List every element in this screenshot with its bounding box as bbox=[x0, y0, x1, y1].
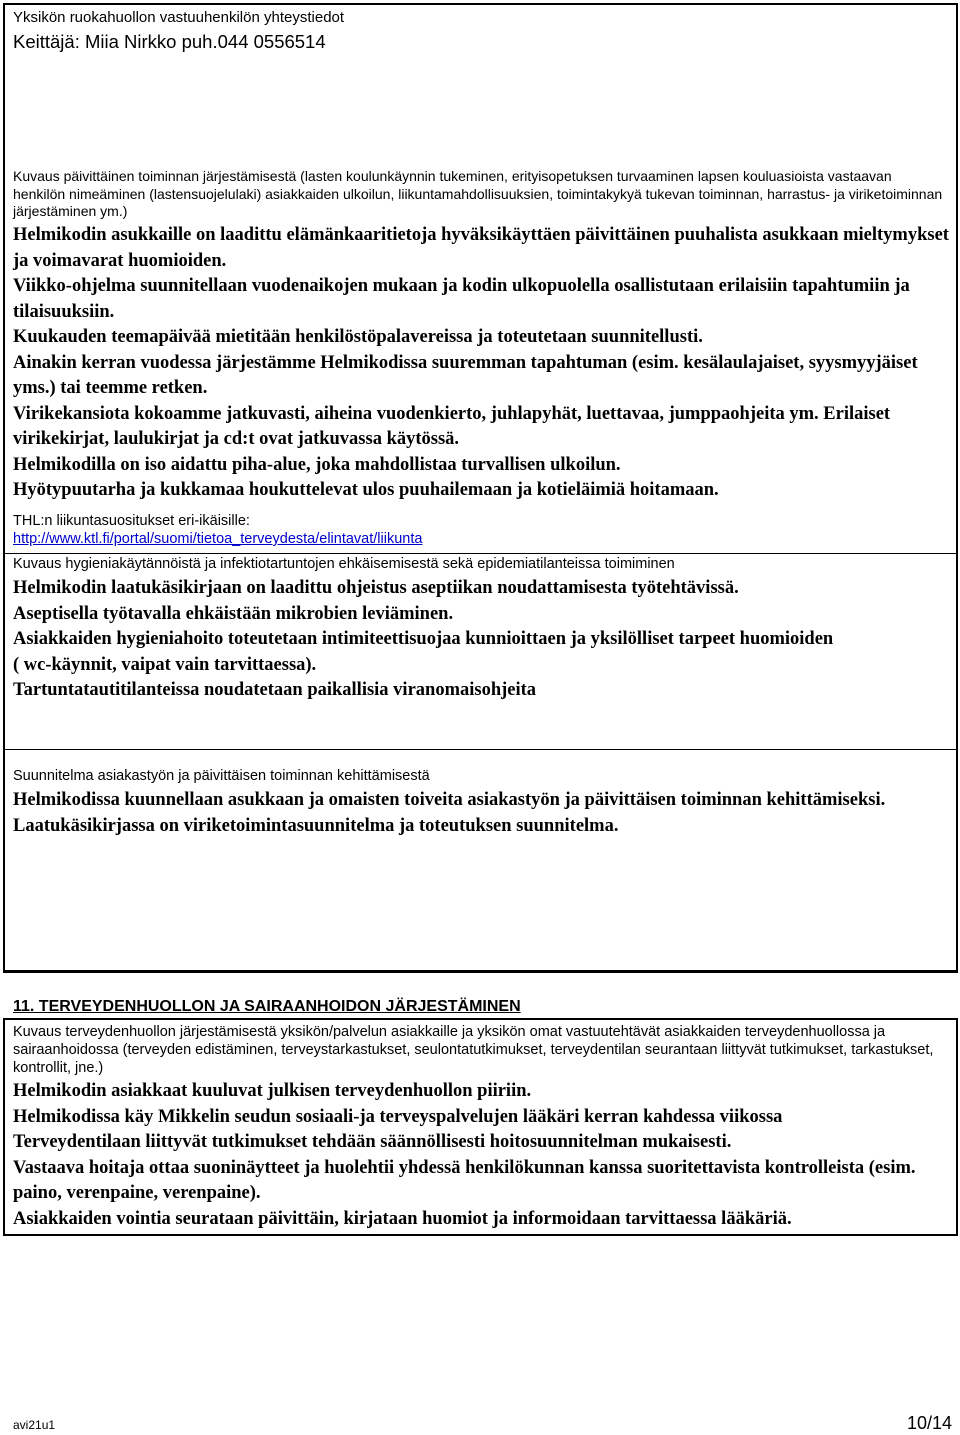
page-number: 10/14 bbox=[906, 1413, 952, 1433]
thl-label: THL:n liikuntasuositukset eri-ikäisille: bbox=[13, 513, 250, 529]
health-care-paragraph: Terveydentilaan liittyvät tutkimukset tehdään säännöllisesti hoitosuunnitelman mukaisesti. bbox=[13, 1132, 732, 1152]
divider bbox=[5, 749, 956, 750]
plan-paragraphs bbox=[13, 788, 948, 839]
doc-code: avi21u1 bbox=[13, 1418, 56, 1432]
divider bbox=[5, 553, 956, 554]
hygiene-paragraph: Asiakkaiden hygieniahoito toteutetaan intimiteettisuojaa kunnioittaen ja yksilölliset tarpeet huomioiden bbox=[13, 629, 834, 649]
plan-paragraph: Helmikodissa kuunnellaan asukkaan ja omaisten toiveita asiakastyön ja päivittäisen toiminnan kehittämiseksi. bbox=[13, 790, 886, 810]
hygiene-paragraph: ( wc-käynnit, vaipat vain tarvittaessa). bbox=[13, 654, 317, 675]
activity-paragraph: Viikko-ohjelma suunnitellaan vuodenaikojen mukaan ja kodin ulkopuolella osallistutaan erilaisiin tapahtumiin ja tilaisuuksiin. bbox=[13, 276, 910, 322]
activity-paragraph: Ainakin kerran vuodessa järjestämme Helmikodissa suuremman tapahtuman (esim. kesälaulajaiset, syysmyyjäiset yms.) tai teemme retken. bbox=[13, 352, 918, 398]
section-11-heading: 11. TERVEYDENHUOLLON JA SAIRAANHOIDON JÄRJESTÄMINEN bbox=[13, 998, 521, 1015]
activity-paragraph: Helmikodilla on iso aidattu piha-alue, joka mahdollistaa turvallisen ulkoilun. bbox=[13, 454, 621, 475]
health-care-paragraph: Helmikodissa käy Mikkelin seudun sosiaali-ja terveyspalvelujen lääkäri kerran kahdessa viikossa bbox=[13, 1106, 783, 1127]
health-care-box bbox=[3, 1018, 958, 1236]
hygiene-description: Kuvaus hygieniakäytännöistä ja infektiotartuntojen ehkäisemisestä sekä epidemiatilanteissa toimiminen bbox=[13, 556, 675, 572]
unit-info-label: Yksikön ruokahuollon vastuuhenkilön yhteystiedot bbox=[13, 9, 345, 26]
care-info-box bbox=[3, 3, 958, 973]
hygiene-paragraph: Helmikodin laatukäsikirjaan on laadittu ohjeistus aseptiikan noudattamisesta työtehtävissä. bbox=[13, 578, 739, 598]
activity-paragraph: Helmikodin asukkaille on laadittu elämänkaaritietoja hyväksikäyttäen päivittäinen puuhalista asukkaan mieltymykset ja voimavarat huomioiden. bbox=[13, 225, 949, 271]
cook-contact: Keittäjä: Miia Nirkko puh.044 0556514 bbox=[13, 31, 326, 52]
health-care-paragraph: Helmikodin asiakkaat kuuluvat julkisen terveydenhuollon piiriin. bbox=[13, 1081, 532, 1101]
health-care-paragraphs bbox=[13, 1079, 948, 1232]
activity-description: Kuvaus päivittäinen toiminnan järjestämisestä (lasten koulunkäynnin tukeminen, erityisopetuksen turvaaminen lapsen kouluasioista vastaavan henkilön nimeäminen (lastensuojelulaki) asiakkaiden ulkoilun, liikuntamahdollisuuksien, toimintakykyä tukevan toiminnan, harrastus- ja viriketoiminnan järjestäminen ym.) bbox=[13, 168, 943, 219]
plan-description: Suunnitelma asiakastyön ja päivittäisen toiminnan kehittämisestä bbox=[13, 768, 430, 784]
plan-paragraph: Laatukäsikirjassa on viriketoimintasuunnitelma ja toteutuksen suunnitelma. bbox=[13, 815, 619, 836]
activity-paragraph: Virikekansiota kokoamme jatkuvasti, aiheina vuodenkierto, juhlapyhät, luettavaa, jumppaohjeita ym. Erilaiset virikekirjat, laulukirjat ja cd:t ovat jatkuvassa käytössä. bbox=[13, 403, 891, 449]
activity-paragraphs bbox=[13, 223, 953, 504]
health-care-paragraph: Asiakkaiden vointia seurataan päivittäin, kirjataan huomiot ja informoidaan tarvittaessa lääkäriä. bbox=[13, 1208, 792, 1229]
activity-paragraph: Kuukauden teemapäivää mietitään henkilöstöpalavereissa ja toteutetaan suunnitellusti. bbox=[13, 327, 703, 347]
hygiene-paragraphs bbox=[13, 576, 948, 704]
thl-link[interactable]: http://www.ktl.fi/portal/suomi/tietoa_terveydesta/elintavat/liikunta bbox=[13, 531, 423, 547]
hygiene-paragraph: Aseptisella työtavalla ehkäistään mikrobien leviäminen. bbox=[13, 603, 454, 624]
hygiene-paragraph: Tartuntatautitilanteissa noudatetaan paikallisia viranomaisohjeita bbox=[13, 680, 537, 700]
activity-paragraph: Hyötypuutarha ja kukkamaa houkuttelevat ulos puuhailemaan ja kotieläimiä hoitamaan. bbox=[13, 480, 719, 500]
health-care-description: Kuvaus terveydenhuollon järjestämisestä yksikön/palvelun asiakkaille ja yksikön omat vastuutehtävät asiakkaiden terveydenhuollossa ja sairaanhoidossa (terveyden edistäminen, terveystarkastukset, seulontatutkimukset, terveydentilan seurantaan liittyvät tutkimukset, tarkastukset, kontrollit, jne.) bbox=[13, 1024, 934, 1076]
health-care-paragraph: Vastaava hoitaja ottaa suoninäytteet ja huolehtii yhdessä henkilökunnan kanssa suoritettavista kontrolleista (esim. paino, verenpaine, verenpaine). bbox=[13, 1157, 916, 1203]
